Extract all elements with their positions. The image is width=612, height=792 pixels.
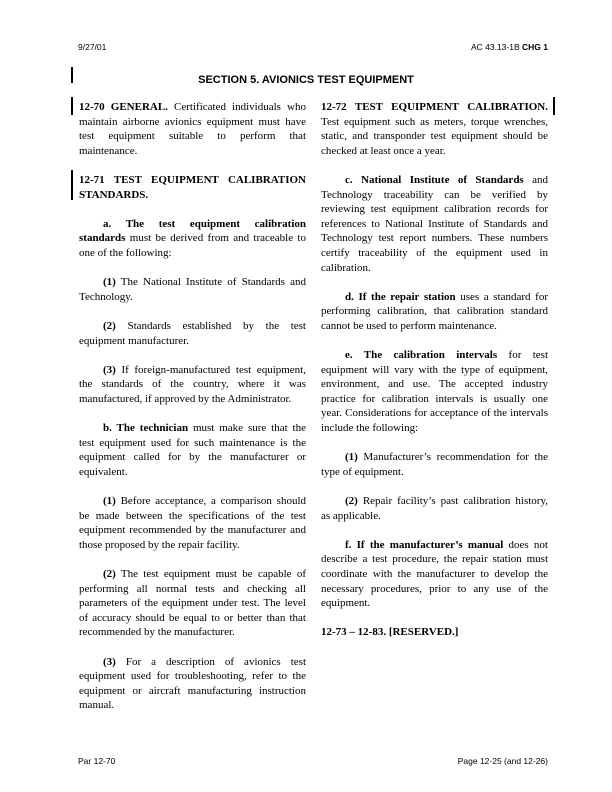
section-title: SECTION 5. AVIONICS TEST EQUIPMENT [198,74,414,86]
text-12-70: Certificated individuals who maintain airborne avionics equipment must have test equipment suitable to perform that maintenance. [79,101,306,157]
header-doc-id [471,42,548,52]
num-a3: (3) [103,363,116,376]
paragraph-c [321,173,548,275]
heading-12-72: 12-72 TEST EQUIPMENT CALIBRATION. [321,101,548,113]
heading-12-70: 12-70 GENERAL. [79,101,168,113]
heading-c: c. National Institute of Standards [345,173,524,186]
paragraph-e [321,348,548,436]
item-a1 [79,275,306,304]
heading-e: e. The calibration intervals [345,349,498,362]
header-doc-number: AC 43.13-1B [470,42,520,52]
heading-d: d. If the repair station [345,290,456,303]
text-a: must be derived from and traceable to one of the following: [79,232,306,259]
change-bar [553,97,555,115]
text-a3: If foreign-manufactured test equipment, the standards of the country, where it was manufactured, if approved by the Administrator. [79,363,306,405]
paragraph-12-72 [321,100,548,158]
text-e2: Repair facility’s past calibration history, as applicable. [321,495,548,522]
item-a3 [79,363,306,407]
text-b: must make sure that the test equipment used for such maintenance is the equipment called for by the manufacturer or equivalent. [79,422,306,478]
paragraph-d [321,290,548,334]
num-b1: (1) [103,495,116,508]
footer-page-number: Page 12-25 (and 12-26) [457,756,548,766]
item-e1 [321,450,548,479]
text-d: uses a standard for performing calibration, that calibration standard cannot be used to perform maintenance. [321,290,548,332]
text-a1: The National Institute of Standards and Technology. [79,276,306,303]
paragraph-b [79,421,306,479]
text-e1: Manufacturer’s recommendation for the type of equipment. [321,451,548,478]
left-column [79,100,306,728]
footer-paragraph-ref: Par 12-70 [78,756,116,766]
num-b2: (2) [103,568,116,580]
text-b1: Before acceptance, a comparison should be made between the specifications of the test equipment recommended by the manufacturer and those proposed by the repair facility. [79,495,306,551]
heading-b: b. The technician [103,422,189,435]
change-bar [71,97,73,115]
num-a1: (1) [103,276,116,289]
heading-a: a. The test equipment calibration standards [79,217,306,245]
text-b2: The test equipment must be capable of performing all normal tests and checking all parameters of the equipment under test. The level of accuracy should be equal to or better than that recommended by the manufacturer. [79,568,306,639]
text-b3: For a description of avionics test equipment used for troubleshooting, refer to the equipment or aircraft manufacturing instruction manual. [79,655,306,712]
item-b2 [79,567,306,640]
paragraph-f [321,538,548,611]
item-b1 [79,494,306,552]
item-e2 [321,494,548,523]
text-a2: Standards established by the test equipment manufacturer. [79,319,306,347]
item-a2 [79,319,306,348]
text-12-72: Test equipment such as meters, torque wrenches, static, and transponder test equipment should be checked at least once a year. [321,115,548,157]
header-change: CHG 1 [522,42,548,52]
reserved-heading: 12-73 – 12-83. [RESERVED.] [321,626,459,639]
num-a2: (2) [103,319,116,332]
change-bar [71,170,73,200]
heading-f: f. If the manufacturer’s manual [345,538,504,551]
header-date: 9/27/01 [78,42,107,52]
text-e: for test equipment will vary with the type of equipment, environment, and use. The accepted industry practice for calibration intervals is usually one year. Considerations for acceptance of the intervals include the following: [321,349,548,435]
paragraph-a [79,217,306,261]
right-column [321,100,548,655]
text-c: and Technology traceability can be verified by reviewing test equipment calibration records for references to National Institute of Standards and Technology test report numbers. These numbers certify traceability of the equipment used in calibration. [321,173,548,274]
item-b3 [79,655,306,713]
text-f: does not describe a test procedure, the repair station must coordinate with the manufacturer to develop the necessary procedures, prior to any use of the equipment. [321,538,548,610]
num-b3: (3) [103,655,116,668]
heading-12-71: 12-71 TEST EQUIPMENT CALIBRATION STANDARDS. [79,173,306,201]
num-e2: (2) [345,495,358,508]
paragraph-12-70 [79,100,306,158]
num-e1: (1) [345,451,358,464]
